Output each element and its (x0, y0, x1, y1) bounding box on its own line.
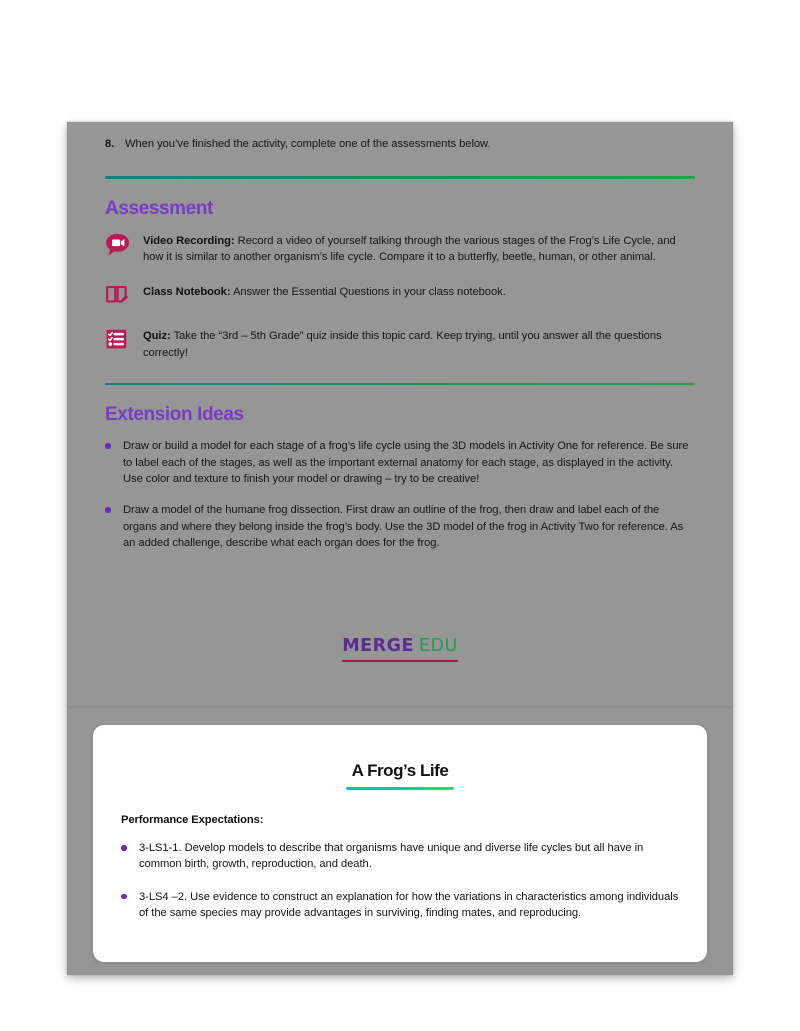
title-underline (346, 787, 454, 791)
assessment-item-text: Answer the Essential Questions in your class notebook. (230, 286, 506, 299)
step-number: 8. (105, 138, 115, 150)
step-text: When you’ve finished the activity, complete one of the assessments below. (125, 138, 491, 150)
list-item (121, 889, 679, 922)
open-book-pencil-icon (105, 283, 137, 309)
assessment-item-label: Quiz: (143, 330, 171, 343)
list-item (105, 438, 695, 487)
checklist-icon (105, 327, 137, 353)
bullet-dot-icon (105, 438, 123, 449)
extension-ideas-heading: Extension Ideas (105, 404, 244, 426)
assessment-item-video-recording (105, 232, 695, 266)
assessment-item-text: Take the “3rd – 5th Grade” quiz inside this topic card. Keep trying, until you answer all the questions correctly! (143, 330, 662, 359)
section-divider-top (105, 176, 695, 178)
video-chat-icon (105, 232, 137, 258)
topic-card (93, 725, 707, 962)
extension-idea-text: Draw or build a model for each stage of a frog’s life cycle using the 3D models in Activity One for reference. Be sure to label each of the stages, as well as the important external anatomy for each stage, as displayed in the activity. Use color and texture to finish your model or drawing – try to be creative! (123, 440, 689, 486)
card-title-block (121, 761, 679, 790)
performance-expectations-list (121, 840, 679, 921)
logo-primary-text: MERGE (342, 636, 414, 656)
bullet-dot-icon (121, 840, 139, 851)
document-page-upper (67, 122, 733, 706)
assessment-item-label: Video Recording: (143, 234, 235, 247)
page-seam-divider (67, 706, 733, 710)
bullet-dot-icon (105, 502, 123, 513)
assessment-item-body (143, 232, 695, 266)
bullet-dot-icon (121, 889, 139, 900)
assessment-heading: Assessment (105, 197, 213, 219)
assessment-item-body (143, 283, 506, 300)
assessment-item-text: Record a video of yourself talking through the various stages of the Frog’s Life Cycle, and how it is similar to another organism’s life cycle. Compare it to a butterfly, beetle, human, or other animal. (143, 234, 676, 263)
extension-ideas-list (105, 438, 695, 551)
list-item (105, 502, 695, 551)
section-divider-bottom (105, 383, 695, 385)
logo-underline (342, 660, 458, 662)
performance-expectation-text: 3-LS4 –2. Use evidence to construct an explanation for how the variations in characteristics among individuals of the same species may provide advantages in surviving, finding mates, and reproducing. (139, 890, 679, 920)
page-title: A Frog’s Life (351, 761, 449, 780)
assessment-item-class-notebook (105, 283, 695, 309)
assessment-item-label: Class Notebook: (143, 286, 231, 299)
merge-edu-logo (67, 638, 733, 666)
extension-idea-text: Draw a model of the humane frog dissection. First draw an outline of the frog, then draw and label each of the organs and where they belong inside the frog’s body. Use the 3D model of the frog in Activity Two for reference. As an added challenge, describe what each organ does for the frog. (123, 504, 684, 550)
assessment-list (105, 232, 695, 361)
assessment-item-quiz (105, 327, 695, 361)
performance-expectations-heading: Performance Expectations: (121, 814, 264, 827)
list-item (121, 840, 679, 873)
assessment-item-body (143, 327, 695, 361)
document-page-sheet (67, 122, 733, 975)
performance-expectation-text: 3-LS1-1. Develop models to describe that organisms have unique and diverse life cycles but all have in common birth, growth, reproduction, and death. (139, 842, 644, 871)
numbered-step-8 (105, 122, 695, 152)
logo-secondary-text: EDU (418, 636, 458, 656)
